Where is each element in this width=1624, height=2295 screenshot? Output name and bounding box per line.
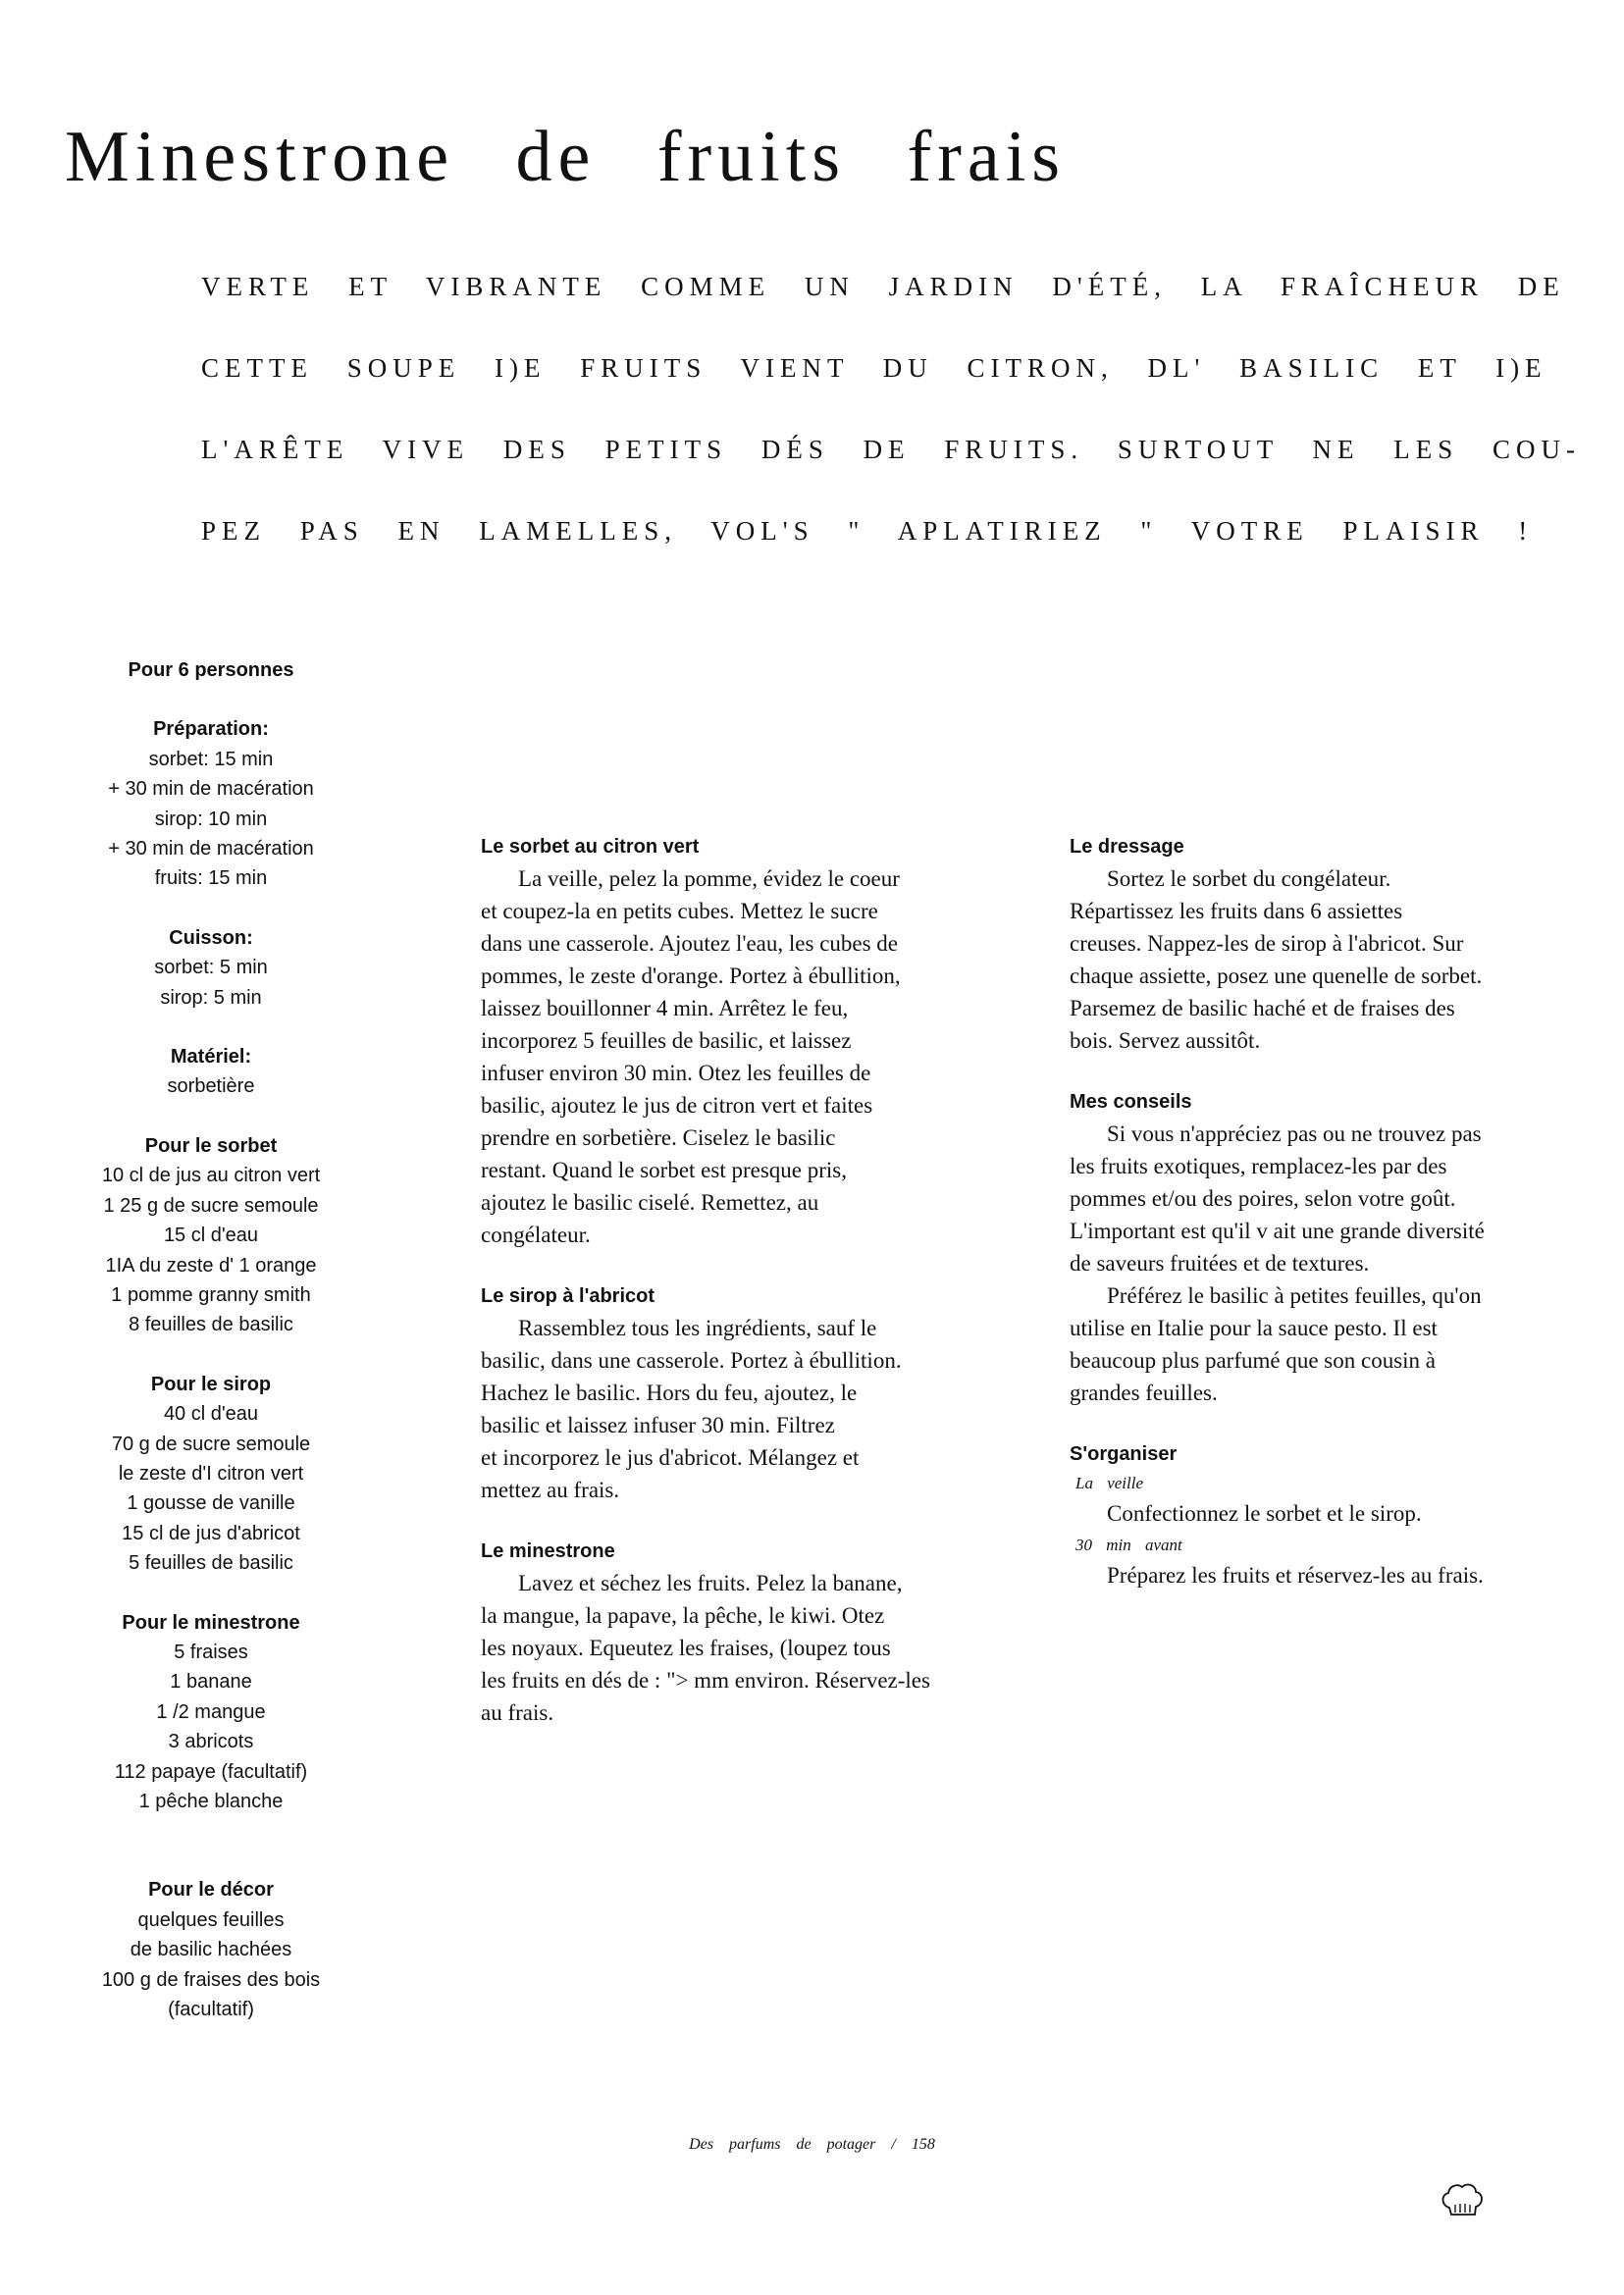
ingredient-group-title: Pour le sorbet: [144, 1134, 278, 1157]
paragraph: [1070, 862, 1599, 1057]
intro-text: [201, 267, 1614, 593]
recipe-section: [1070, 1087, 1599, 1409]
text-line: prendre en sorbetière. Ciselez le basilic: [481, 1125, 836, 1150]
ingredient-line: 15 cl d'eau: [163, 1225, 259, 1247]
text-line: bois. Servez aussitôt.: [1070, 1028, 1261, 1053]
ingredient-line: 10 cl de jus au citron vert: [101, 1165, 321, 1187]
ingredient-line: 5 feuilles de basilic: [129, 1552, 293, 1575]
text-line: basilic, dans une casserole. Portez à ébullition.: [481, 1348, 902, 1373]
ingredient-group: [59, 1370, 363, 1579]
text-line: Sortez le sorbet du congélateur.: [1107, 866, 1391, 891]
text-line: basilic et laissez infuser 30 min. Filtrez: [481, 1413, 835, 1437]
ingredient-line: 112 papaye (facultatif): [114, 1760, 308, 1783]
ingredient-line: fruits: 15 min: [154, 867, 268, 890]
paragraph: [481, 862, 1025, 1251]
ingredient-line: 8 feuilles de basilic: [129, 1314, 293, 1336]
ingredient-group-title: Pour le minestrone: [122, 1611, 300, 1634]
ingredient-line: 15 cl de jus d'abricot: [122, 1522, 300, 1544]
chef-hat-icon: [1438, 2178, 1487, 2221]
ingredient-group-title: Pour 6 personnes: [128, 659, 294, 681]
ingredient-line: sorbetière: [167, 1075, 255, 1098]
text-line: utilise en Italie pour la sauce pesto. Il est: [1070, 1316, 1438, 1340]
text-line: chaque assiette, posez une quenelle de sorbet.: [1070, 964, 1483, 988]
schedule-label: La veille: [1075, 1474, 1144, 1492]
ingredient-line: 3 abricots: [168, 1731, 254, 1753]
intro-line: CETTE SOUPE I)E FRUITS VIENT DU CITRON, DL' BASILIC ET I)E: [201, 353, 1547, 383]
schedule-section: [1070, 1439, 1599, 1591]
text-line: mettez au frais.: [481, 1478, 620, 1502]
ingredient-group: [59, 714, 363, 893]
text-line: de saveurs fruitées et de textures.: [1070, 1251, 1370, 1276]
text-line: les fruits en dés de : "> mm environ. Réservez-les: [481, 1668, 930, 1693]
ingredient-line: + 30 min de macération: [108, 838, 314, 861]
ingredient-group: [59, 923, 363, 1013]
schedule-text: Confectionnez le sorbet et le sirop.: [1107, 1501, 1422, 1526]
ingredient-group: [59, 655, 363, 685]
recipe-column-left: [481, 832, 1025, 1759]
text-line: Préférez le basilic à petites feuilles, qu'on: [1107, 1283, 1482, 1308]
paragraph: [1070, 1118, 1599, 1279]
text-line: basilic, ajoutez le jus de citron vert et faites: [481, 1093, 873, 1118]
text-line: grandes feuilles.: [1070, 1381, 1218, 1405]
text-line: la mangue, la papave, la pêche, le kiwi. Otez: [481, 1603, 885, 1628]
text-line: pommes, le zeste d'orange. Portez à ébullition,: [481, 964, 901, 988]
recipe-section: [481, 1281, 1025, 1506]
text-line: creuses. Nappez-les de sirop à l'abricot. Sur: [1070, 931, 1464, 956]
section-title: S'organiser: [1070, 1443, 1178, 1465]
page-title: Minestrone de fruits frais: [65, 117, 1067, 197]
intro-line: L'ARÊTE VIVE DES PETITS DÉS DE FRUITS. SURTOUT NE LES COU-: [201, 435, 1582, 464]
recipe-section: [481, 1537, 1025, 1729]
ingredient-line: de basilic hachées: [130, 1939, 292, 1961]
text-line: pommes et/ou des poires, selon votre goût.: [1070, 1186, 1456, 1211]
ingredient-line: le zeste d'I citron vert: [118, 1462, 304, 1485]
recipe-section: [1070, 832, 1599, 1057]
ingredient-group: [59, 1131, 363, 1340]
schedule-text: Préparez les fruits et réservez-les au frais.: [1107, 1563, 1484, 1588]
text-line: beaucoup plus parfumé que son cousin à: [1070, 1348, 1437, 1373]
ingredient-group: [59, 1875, 363, 2024]
text-line: Hachez le basilic. Hors du feu, ajoutez, le: [481, 1381, 858, 1405]
ingredient-line: sirop: 10 min: [154, 808, 268, 830]
text-line: les fruits exotiques, remplacez-les par des: [1070, 1154, 1447, 1178]
text-line: Si vous n'appréciez pas ou ne trouvez pas: [1107, 1121, 1482, 1146]
ingredient-group-title: Pour le sirop: [150, 1373, 272, 1395]
ingredient-group: [59, 1042, 363, 1102]
text-line: incorporez 5 feuilles de basilic, et laissez: [481, 1028, 852, 1053]
ingredient-group: [59, 1608, 363, 1817]
ingredient-line: sorbet: 15 min: [148, 748, 274, 770]
text-line: La veille, pelez la pomme, évidez le coeur: [518, 866, 900, 891]
text-line: restant. Quand le sorbet est presque pris,: [481, 1158, 848, 1182]
text-line: laissez bouillonner 4 min. Arrêtez le feu,: [481, 996, 849, 1020]
text-line: et incorporez le jus d'abricot. Mélangez et: [481, 1445, 860, 1470]
recipe-column-right: [1070, 832, 1599, 1622]
ingredient-line: 1IA du zeste d' 1 orange: [105, 1254, 317, 1277]
schedule-label: 30 min avant: [1075, 1536, 1182, 1554]
page-footer: Des parfums de potager / 158: [689, 2136, 935, 2153]
ingredient-line: 70 g de sucre semoule: [111, 1433, 311, 1455]
ingredient-line: + 30 min de macération: [108, 778, 314, 801]
text-line: infuser environ 30 min. Otez les feuilles de: [481, 1061, 871, 1085]
ingredient-group-title: Matériel:: [170, 1046, 252, 1069]
text-line: Lavez et séchez les fruits. Pelez la banane,: [518, 1571, 903, 1595]
text-line: Répartissez les fruits dans 6 assiettes: [1070, 899, 1403, 923]
intro-line: PEZ PAS EN LAMELLES, VOL'S " APLATIRIEZ " VOTRE PLAISIR !: [201, 516, 1534, 546]
section-title: Le sirop à l'abricot: [481, 1285, 655, 1307]
ingredient-line: quelques feuilles: [137, 1908, 285, 1931]
ingredient-group-title: Cuisson:: [169, 926, 253, 949]
text-line: dans une casserole. Ajoutez l'eau, les cubes de: [481, 931, 899, 956]
text-line: Rassemblez tous les ingrédients, sauf le: [518, 1316, 877, 1340]
intro-line: VERTE ET VIBRANTE COMME UN JARDIN D'ÉTÉ, LA FRAÎCHEUR DE: [201, 272, 1565, 301]
ingredient-group-title: Pour le décor: [148, 1879, 274, 1902]
ingredients-sidebar: [59, 655, 363, 2054]
text-line: congélateur.: [481, 1223, 591, 1247]
ingredient-line: (facultatif): [168, 1999, 254, 2021]
ingredient-line: 100 g de fraises des bois: [101, 1968, 321, 1991]
paragraph: [481, 1312, 1025, 1506]
ingredient-line: 1 25 g de sucre semoule: [103, 1194, 319, 1217]
ingredient-line: 40 cl d'eau: [163, 1403, 259, 1426]
section-title: Le dressage: [1070, 836, 1184, 858]
ingredient-line: 5 fraises: [174, 1641, 248, 1663]
ingredient-line: sirop: 5 min: [160, 986, 262, 1009]
text-line: au frais.: [481, 1700, 554, 1725]
text-line: ajoutez le basilic ciselé. Remettez, au: [481, 1190, 819, 1215]
paragraph: [481, 1567, 1025, 1729]
ingredient-line: 1 banane: [170, 1671, 252, 1694]
text-line: L'important est qu'il v ait une grande diversité: [1070, 1219, 1485, 1243]
section-title: Le sorbet au citron vert: [481, 836, 700, 858]
ingredient-line: 1 /2 mangue: [156, 1700, 266, 1723]
ingredient-group-title: Préparation:: [153, 718, 269, 741]
text-line: les noyaux. Equeutez les fraises, (loupez tous: [481, 1636, 891, 1660]
ingredient-line: 1 gousse de vanille: [127, 1492, 295, 1515]
recipe-section: [481, 832, 1025, 1251]
section-title: Le minestrone: [481, 1540, 615, 1562]
text-line: et coupez-la en petits cubes. Mettez le sucre: [481, 899, 878, 923]
paragraph: [1070, 1279, 1599, 1409]
ingredient-line: sorbet: 5 min: [154, 957, 268, 979]
ingredient-line: 1 pomme granny smith: [111, 1283, 311, 1306]
text-line: Parsemez de basilic haché et de fraises des: [1070, 996, 1455, 1020]
section-title: Mes conseils: [1070, 1091, 1192, 1113]
ingredient-line: 1 pêche blanche: [138, 1791, 284, 1812]
